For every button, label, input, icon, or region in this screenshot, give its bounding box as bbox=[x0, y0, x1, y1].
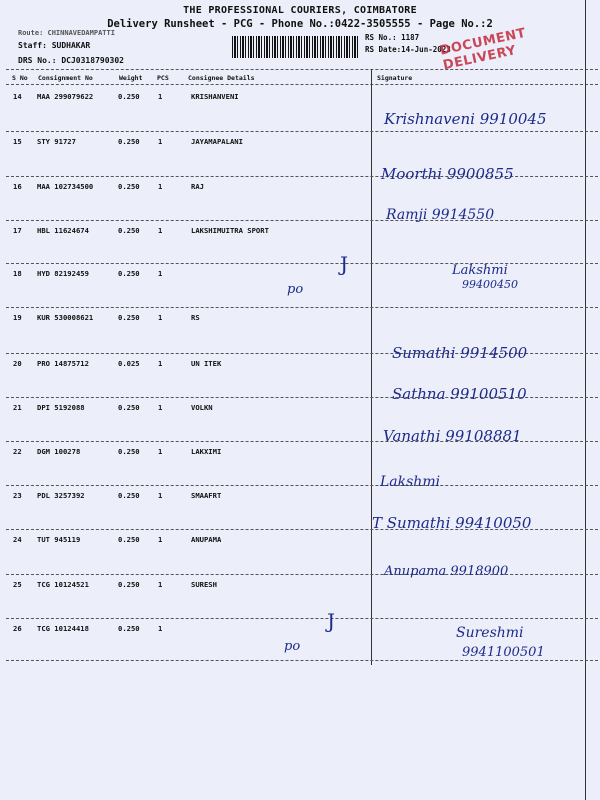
sno: 18 bbox=[13, 269, 22, 278]
company-title: THE PROFESSIONAL COURIERS, COIMBATORE bbox=[183, 5, 417, 16]
table-row bbox=[0, 491, 600, 503]
signature-row-17: Ramji 9914550 bbox=[386, 207, 495, 223]
consignment-number: TCG 10124418 bbox=[37, 624, 89, 633]
consignee-name: KRISHANVENI bbox=[191, 92, 239, 101]
pcs: 1 bbox=[158, 624, 163, 633]
table-row bbox=[0, 403, 600, 415]
weight: 0.250 bbox=[118, 447, 140, 456]
col-header-sno: S No bbox=[12, 74, 28, 82]
consignee-name: LAKXIMI bbox=[191, 447, 222, 456]
consignment-number: DPI 5192088 bbox=[37, 403, 85, 412]
sno: 22 bbox=[13, 447, 22, 456]
signature-row-21: Sathna 99100510 bbox=[392, 385, 527, 403]
drs-number: DRS No.: DCJ0318790302 bbox=[18, 56, 124, 65]
col-header-signature: Signature bbox=[377, 74, 413, 82]
weight: 0.250 bbox=[118, 269, 140, 278]
sno: 21 bbox=[13, 403, 22, 412]
table-top-rule bbox=[6, 69, 598, 70]
handwritten-mark: J bbox=[327, 609, 336, 633]
sno: 26 bbox=[13, 624, 22, 633]
table-row bbox=[0, 313, 600, 325]
signature-row-26a: Sureshmi bbox=[456, 625, 524, 641]
rs-date: RS Date:14-Jun-2023 bbox=[365, 45, 451, 54]
consignee-name: LAKSHIMUITRA SPORT bbox=[191, 226, 269, 235]
pcs: 1 bbox=[158, 313, 163, 322]
pcs: 1 bbox=[158, 491, 163, 500]
table-row bbox=[0, 226, 600, 238]
signature-row-14: Krishnaveni 9910045 bbox=[384, 110, 547, 128]
table-row bbox=[0, 92, 600, 104]
weight: 0.250 bbox=[118, 491, 140, 500]
signature-row-24: T Sumathi 99410050 bbox=[372, 514, 532, 532]
row-divider bbox=[6, 307, 598, 308]
handwritten-mark: po bbox=[284, 639, 301, 654]
handwritten-mark: J bbox=[340, 252, 349, 276]
consignment-number: TCG 10124521 bbox=[37, 580, 89, 589]
pcs: 1 bbox=[158, 535, 163, 544]
signature-row-16: Moorthi 9900855 bbox=[381, 165, 514, 183]
col-header-consignment: Consignment No bbox=[38, 74, 93, 82]
weight: 0.250 bbox=[118, 580, 140, 589]
row-divider bbox=[6, 131, 598, 132]
rs-number: RS No.: 1187 bbox=[365, 33, 420, 42]
signature-row-25: Anupama 9918900 bbox=[384, 564, 509, 579]
sno: 16 bbox=[13, 182, 22, 191]
pcs: 1 bbox=[158, 447, 163, 456]
staff-label: Staff: SUDHAKAR bbox=[18, 41, 91, 50]
consignment-number: DGM 100278 bbox=[37, 447, 81, 456]
consignment-number: KUR 530008621 bbox=[37, 313, 94, 322]
table-row bbox=[0, 137, 600, 149]
weight: 0.250 bbox=[118, 313, 140, 322]
table-header-rule bbox=[6, 84, 598, 85]
row-divider bbox=[6, 574, 598, 575]
consignee-name: SURESH bbox=[191, 580, 217, 589]
table-row bbox=[0, 580, 600, 592]
delivery-stamp: DOCUMENT DELIVERY bbox=[438, 25, 528, 74]
pcs: 1 bbox=[158, 137, 163, 146]
sno: 23 bbox=[13, 491, 22, 500]
consignee-name: SMAAFRT bbox=[191, 491, 222, 500]
page-right-border bbox=[585, 0, 586, 800]
route-label: Route: CHINNAVEDAMPATTI bbox=[18, 29, 115, 37]
consignment-number: PRO 14875712 bbox=[37, 359, 89, 368]
consignment-number: STY 91727 bbox=[37, 137, 76, 146]
pcs: 1 bbox=[158, 92, 163, 101]
pcs: 1 bbox=[158, 226, 163, 235]
weight: 0.250 bbox=[118, 137, 140, 146]
weight: 0.250 bbox=[118, 92, 140, 101]
pcs: 1 bbox=[158, 182, 163, 191]
row-divider bbox=[6, 263, 598, 264]
row-divider bbox=[6, 220, 598, 221]
pcs: 1 bbox=[158, 403, 163, 412]
pcs: 1 bbox=[158, 580, 163, 589]
consignment-number: MAA 299079622 bbox=[37, 92, 94, 101]
signature-row-20: Sumathi 9914500 bbox=[392, 344, 528, 362]
consignment-number: HBL 11624674 bbox=[37, 226, 89, 235]
table-row bbox=[0, 447, 600, 459]
row-divider bbox=[6, 660, 598, 661]
weight: 0.250 bbox=[118, 535, 140, 544]
weight: 0.250 bbox=[118, 226, 140, 235]
row-divider bbox=[6, 618, 598, 619]
sno: 17 bbox=[13, 226, 22, 235]
signature-row-18a: Lakshmi bbox=[452, 263, 508, 278]
sno: 20 bbox=[13, 359, 22, 368]
weight: 0.025 bbox=[118, 359, 140, 368]
pcs: 1 bbox=[158, 359, 163, 368]
runsheet-subtitle: Delivery Runsheet - PCG - Phone No.:0422-3505555 - Page No.:2 bbox=[107, 18, 493, 30]
consignment-number: HYD 82192459 bbox=[37, 269, 89, 278]
consignee-name: UN ITEK bbox=[191, 359, 222, 368]
signature-row-26b: 9941100501 bbox=[462, 645, 545, 660]
row-divider bbox=[6, 485, 598, 486]
consignment-number: TUT 945119 bbox=[37, 535, 81, 544]
consignee-name: RS bbox=[191, 313, 200, 322]
signature-row-22: Vanathi 99108881 bbox=[383, 427, 522, 445]
table-row bbox=[0, 535, 600, 547]
pcs: 1 bbox=[158, 269, 163, 278]
col-header-pcs: PCS bbox=[157, 74, 169, 82]
weight: 0.250 bbox=[118, 182, 140, 191]
sno: 19 bbox=[13, 313, 22, 322]
weight: 0.250 bbox=[118, 624, 140, 633]
handwritten-mark: po bbox=[287, 282, 304, 297]
consignee-name: JAYAMAPALANI bbox=[191, 137, 243, 146]
table-row bbox=[0, 182, 600, 194]
sno: 14 bbox=[13, 92, 22, 101]
consignee-name: RAJ bbox=[191, 182, 204, 191]
col-header-consignee: Consignee Details bbox=[188, 74, 255, 82]
sno: 24 bbox=[13, 535, 22, 544]
signature-row-18b: 99400450 bbox=[462, 278, 518, 291]
barcode bbox=[232, 36, 358, 58]
consignment-number: MAA 102734500 bbox=[37, 182, 94, 191]
weight: 0.250 bbox=[118, 403, 140, 412]
col-header-weight: Weight bbox=[119, 74, 143, 82]
signature-row-22b: Lakshmi bbox=[380, 474, 441, 490]
consignment-number: PDL 3257392 bbox=[37, 491, 85, 500]
sno: 25 bbox=[13, 580, 22, 589]
consignee-name: VOLKN bbox=[191, 403, 213, 412]
consignee-name: ANUPAMA bbox=[191, 535, 222, 544]
sno: 15 bbox=[13, 137, 22, 146]
